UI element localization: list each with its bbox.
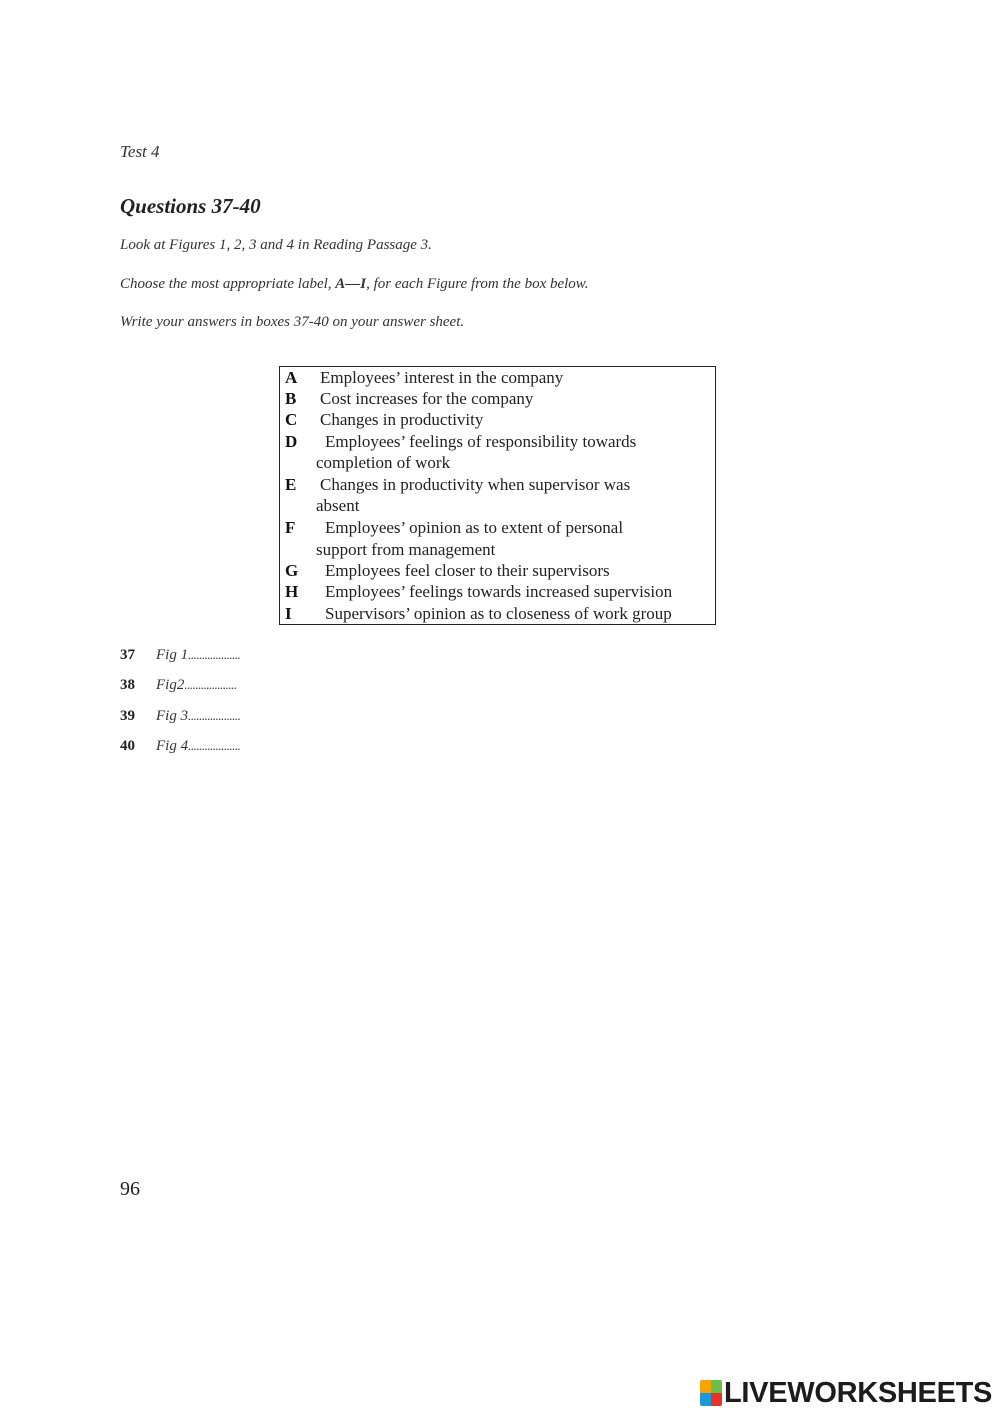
logo-square-green xyxy=(711,1380,722,1393)
option-a-text: Employees’ interest in the company xyxy=(320,368,564,387)
question-37-number: 37 xyxy=(120,647,135,663)
option-e-letter: E xyxy=(285,475,297,494)
option-g-letter: G xyxy=(285,561,299,580)
liveworksheets-logo-icon xyxy=(700,1380,722,1406)
test-label: Test 4 xyxy=(120,142,160,161)
liveworksheets-brand[interactable] xyxy=(700,1377,992,1409)
question-38-number: 38 xyxy=(120,677,135,693)
option-b-text: Cost increases for the company xyxy=(320,389,534,408)
question-37-blank[interactable]: ................... xyxy=(188,647,241,662)
option-e-text-line-1: Changes in productivity when supervisor was xyxy=(320,475,631,494)
instruction-label-range: A—I xyxy=(335,276,367,292)
question-40-number: 40 xyxy=(120,738,135,754)
instruction-line-2-prefix: Choose the most appropriate label, xyxy=(120,276,336,292)
question-37-answer xyxy=(156,647,240,664)
option-i-letter: I xyxy=(285,604,292,623)
option-d-text-line-1: Employees’ feelings of responsibility towards xyxy=(325,432,637,451)
option-c-letter: C xyxy=(285,410,298,429)
question-39-label: Fig 3 xyxy=(156,708,189,724)
instruction-line-1: Look at Figures 1, 2, 3 and 4 in Reading Passage 3. xyxy=(120,237,432,253)
question-37-label: Fig 1 xyxy=(156,647,189,663)
logo-square-orange xyxy=(700,1380,711,1393)
option-c-text: Changes in productivity xyxy=(320,410,484,429)
logo-square-blue xyxy=(700,1393,711,1406)
page-number: 96 xyxy=(120,1178,140,1200)
option-a-letter: A xyxy=(285,368,298,387)
brand-name: LIVEWORKSHEETS xyxy=(724,1377,993,1409)
question-38-blank[interactable]: ................... xyxy=(184,677,237,692)
logo-square-red xyxy=(711,1393,722,1406)
option-d-letter: D xyxy=(285,432,298,451)
question-38-label: Fig2 xyxy=(156,677,185,693)
question-40-blank[interactable]: ................... xyxy=(188,738,241,753)
option-e-text-line-2: absent xyxy=(316,496,360,515)
option-d-text-line-2: completion of work xyxy=(316,453,451,472)
question-39-blank[interactable]: ................... xyxy=(188,708,241,723)
instruction-line-3: Write your answers in boxes 37-40 on your answer sheet. xyxy=(120,314,465,330)
option-g-text: Employees feel closer to their supervisors xyxy=(325,561,610,580)
option-b-letter: B xyxy=(285,389,297,408)
instruction-line-2-suffix: , for each Figure from the box below. xyxy=(366,276,589,292)
option-h-text: Employees’ feelings towards increased supervision xyxy=(325,582,673,601)
option-h-letter: H xyxy=(285,582,299,601)
option-f-text-line-2: support from management xyxy=(316,540,496,559)
question-39-answer xyxy=(156,708,240,725)
question-40-answer xyxy=(156,738,240,755)
question-40-label: Fig 4 xyxy=(156,738,189,754)
question-39-number: 39 xyxy=(120,708,135,724)
option-f-letter: F xyxy=(285,518,296,537)
question-38-answer xyxy=(156,677,237,694)
instruction-line-2 xyxy=(120,276,588,293)
option-i-text: Supervisors’ opinion as to closeness of work group xyxy=(325,604,672,623)
option-f-text-line-1: Employees’ opinion as to extent of personal xyxy=(325,518,624,537)
questions-heading: Questions 37-40 xyxy=(120,194,261,218)
